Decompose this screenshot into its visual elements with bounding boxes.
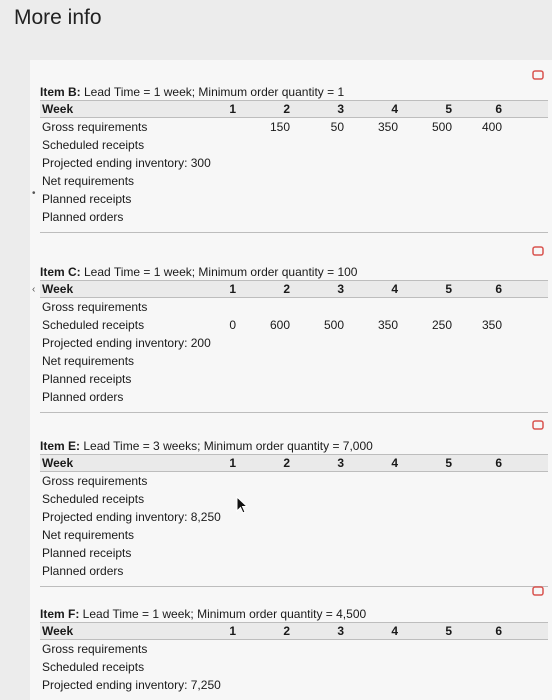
item-c-table (40, 264, 548, 413)
week-number: 5 (445, 102, 452, 116)
table-row (40, 490, 548, 508)
item-f-table (40, 606, 548, 694)
table-row (40, 370, 548, 388)
week-number: 1 (229, 102, 236, 116)
table-cell: 500 (323, 318, 344, 332)
row-label: Scheduled receipts (42, 318, 145, 332)
row-label: Scheduled receipts (42, 492, 145, 506)
copy-icon[interactable] (532, 420, 544, 430)
row-label: Projected ending inventory: 8,250 (42, 510, 221, 524)
table-row (40, 640, 548, 658)
week-number: 1 (229, 624, 236, 638)
row-label: Planned orders (42, 390, 124, 404)
table-row (40, 136, 548, 154)
week-number: 5 (445, 456, 452, 470)
week-number: 3 (337, 102, 344, 116)
table-row (40, 118, 548, 136)
week-number: 4 (391, 282, 398, 296)
table-cell: 350 (377, 120, 398, 134)
week-number: 4 (391, 624, 398, 638)
table-row (40, 658, 548, 676)
table-row (40, 190, 548, 208)
item-name: Item F: (40, 607, 80, 621)
week-header-row (40, 100, 548, 118)
table-row (40, 352, 548, 370)
row-label: Net requirements (42, 354, 135, 368)
page-title: More info (14, 6, 102, 29)
table-bottom-rule (40, 586, 548, 587)
week-number: 2 (283, 282, 290, 296)
week-number: 5 (445, 624, 452, 638)
week-number: 6 (495, 282, 502, 296)
table-cell: 350 (481, 318, 502, 332)
week-number: 6 (495, 624, 502, 638)
week-label: Week (42, 282, 74, 296)
copy-icon[interactable] (532, 70, 544, 80)
row-label: Planned receipts (42, 546, 132, 560)
edge-mark: • (32, 188, 36, 199)
item-b-table (40, 84, 548, 233)
table-row (40, 316, 548, 334)
copy-icon[interactable] (532, 586, 544, 596)
row-label: Scheduled receipts (42, 660, 145, 674)
week-number: 2 (283, 456, 290, 470)
item-e-table (40, 438, 548, 587)
table-cell: 500 (431, 120, 452, 134)
row-label: Projected ending inventory: 200 (42, 336, 211, 350)
mouse-pointer-icon (236, 496, 248, 514)
table-row (40, 208, 548, 226)
table-row (40, 472, 548, 490)
week-number: 5 (445, 282, 452, 296)
copy-icon[interactable] (532, 246, 544, 256)
row-label: Planned orders (42, 210, 124, 224)
row-label: Projected ending inventory: 7,250 (42, 678, 221, 692)
item-name: Item E: (40, 439, 81, 453)
table-bottom-rule (40, 232, 548, 233)
item-params: Lead Time = 1 week; Minimum order quantity = 100 (80, 265, 358, 279)
item-title (40, 84, 548, 100)
table-row (40, 172, 548, 190)
table-cell: 150 (269, 120, 290, 134)
row-label: Planned orders (42, 564, 124, 578)
row-label: Net requirements (42, 528, 135, 542)
item-title (40, 438, 548, 454)
table-cell: 400 (481, 120, 502, 134)
week-number: 3 (337, 456, 344, 470)
week-number: 4 (391, 456, 398, 470)
item-title (40, 606, 548, 622)
row-label: Projected ending inventory: 300 (42, 156, 211, 170)
table-cell: 250 (431, 318, 452, 332)
week-label: Week (42, 102, 74, 116)
week-number: 6 (495, 102, 502, 116)
table-row (40, 388, 548, 406)
row-label: Planned receipts (42, 192, 132, 206)
week-number: 2 (283, 102, 290, 116)
week-header-row (40, 454, 548, 472)
table-cell: 50 (330, 120, 344, 134)
table-row (40, 334, 548, 352)
table-row (40, 154, 548, 172)
table-row (40, 298, 548, 316)
table-cell: 0 (229, 318, 236, 332)
row-label: Gross requirements (42, 120, 148, 134)
week-label: Week (42, 624, 74, 638)
table-row (40, 676, 548, 694)
row-label: Gross requirements (42, 474, 148, 488)
week-number: 1 (229, 456, 236, 470)
week-header-row (40, 280, 548, 298)
item-params: Lead Time = 1 week; Minimum order quantity = 1 (80, 85, 345, 99)
week-number: 6 (495, 456, 502, 470)
item-name: Item C: (40, 265, 81, 279)
table-row (40, 562, 548, 580)
week-number: 3 (337, 624, 344, 638)
week-number: 2 (283, 624, 290, 638)
week-header-row (40, 622, 548, 640)
row-label: Planned receipts (42, 372, 132, 386)
edge-mark: ‹ (32, 284, 36, 295)
item-params: Lead Time = 3 weeks; Minimum order quantity = 7,000 (80, 439, 373, 453)
week-number: 1 (229, 282, 236, 296)
week-number: 3 (337, 282, 344, 296)
week-label: Week (42, 456, 74, 470)
table-row (40, 508, 548, 526)
row-label: Scheduled receipts (42, 138, 145, 152)
table-row (40, 544, 548, 562)
item-params: Lead Time = 1 week; Minimum order quantity = 4,500 (79, 607, 367, 621)
table-bottom-rule (40, 412, 548, 413)
table-cell: 350 (377, 318, 398, 332)
row-label: Gross requirements (42, 300, 148, 314)
item-name: Item B: (40, 85, 81, 99)
table-row (40, 526, 548, 544)
row-label: Gross requirements (42, 642, 148, 656)
week-number: 4 (391, 102, 398, 116)
row-label: Net requirements (42, 174, 135, 188)
item-title (40, 264, 548, 280)
table-cell: 600 (269, 318, 290, 332)
